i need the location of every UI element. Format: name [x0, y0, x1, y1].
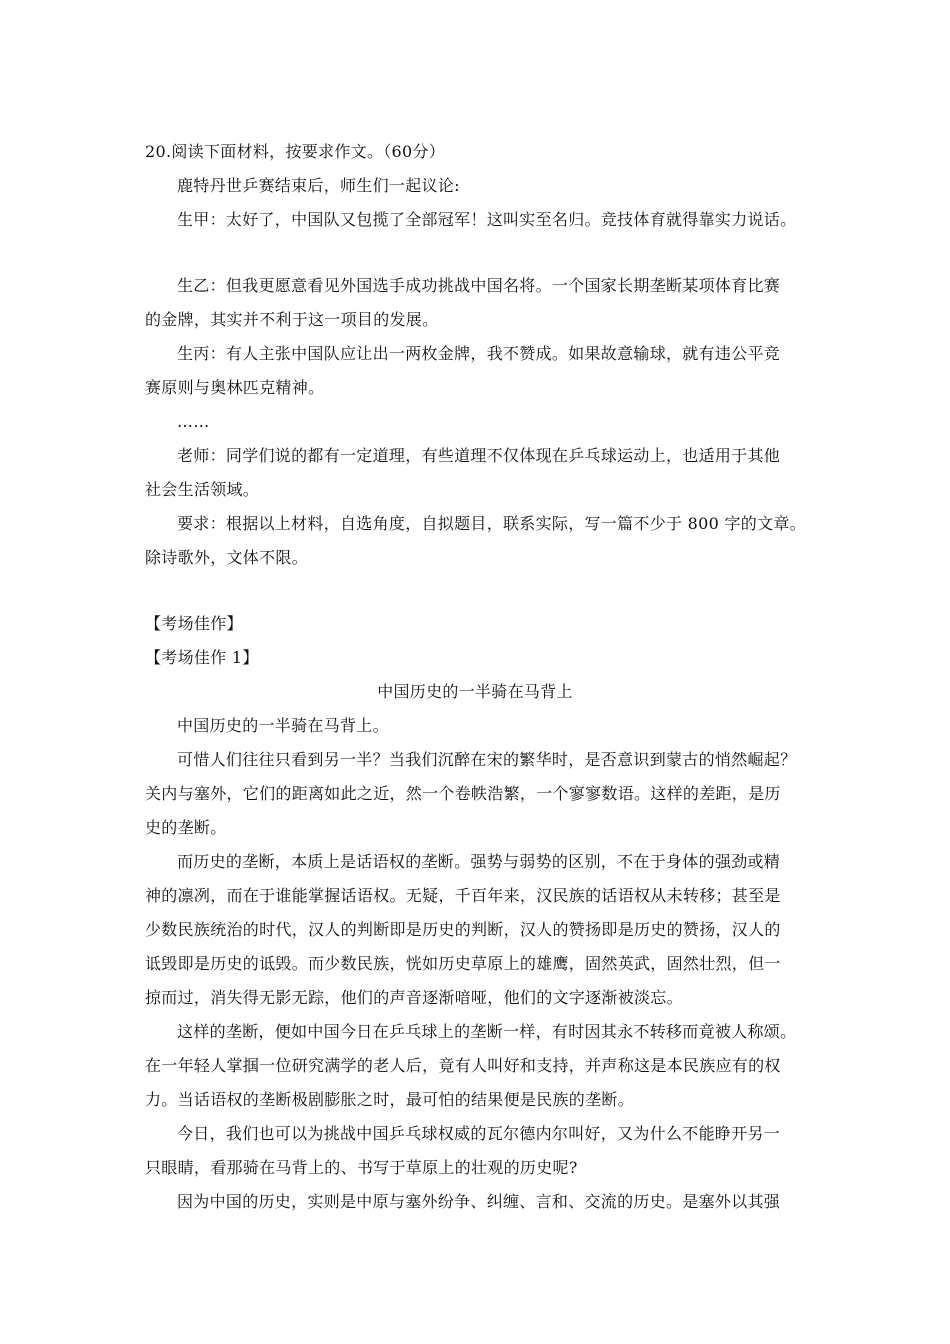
- essay-paragraph-line: 中国历史的一半骑在马背上。: [177, 716, 389, 735]
- essay-paragraph-line: 史的垄断。: [145, 818, 227, 837]
- essay-paragraph-line: 少数民族统治的时代，汉人的判断即是历史的判断，汉人的赞扬即是历史的赞扬，汉人的: [145, 920, 781, 939]
- essay-paragraph-line: 掠而过，消失得无影无踪，他们的声音逐渐喑哑，他们的文字逐渐被淡忘。: [145, 988, 683, 1007]
- student-b-comment-line-1: 生乙：但我更愿意看见外国选手成功挑战中国名将。一个国家长期垄断某项体育比赛: [177, 276, 781, 295]
- section-subtitle: 【考场佳作 1】: [145, 648, 259, 667]
- essay-paragraph-line: 而历史的垄断，本质上是话语权的垄断。强势与弱势的区别，不在于身体的强劲或精: [177, 852, 781, 871]
- essay-paragraph-line: 神的凛冽，而在于谁能掌握话语权。无疑，千百年来，汉民族的话语权从未转移；甚至是: [145, 886, 781, 905]
- student-a-comment: 生甲：太好了，中国队又包揽了全部冠军！这叫实至名归。竞技体育就得靠实力说话。: [177, 210, 797, 229]
- essay-paragraph-line: 这样的垄断，便如中国今日在乒乓球上的垄断一样，有时因其永不转移而竟被人称颂。: [177, 1022, 797, 1041]
- essay-title: 中国历史的一半骑在马背上: [377, 682, 573, 701]
- student-c-comment-line-1: 生丙：有人主张中国队应让出一两枚金牌，我不赞成。如果故意输球，就有违公平竞: [177, 344, 781, 363]
- essay-paragraph-line: 今日，我们也可以为挑战中国乒乓球权威的瓦尔德内尔叫好，又为什么不能睁开另一: [177, 1124, 781, 1143]
- essay-paragraph-line: 可惜人们往往只看到另一半？当我们沉醉在宋的繁华时，是否意识到蒙古的悄然崛起？: [177, 750, 797, 769]
- ellipsis: ……: [177, 412, 210, 431]
- requirement-line-2: 除诗歌外，文体不限。: [145, 548, 309, 567]
- section-title: 【考场佳作】: [145, 614, 243, 633]
- essay-paragraph-line: 力。当话语权的垄断极剧膨胀之时，最可怕的结果便是民族的垄断。: [145, 1090, 635, 1109]
- essay-paragraph-line: 诋毁即是历史的诋毁。而少数民族，恍如历史草原上的雄鹰，固然英武，固然壮烈，但一: [145, 954, 781, 973]
- teacher-comment-line-2: 社会生活领域。: [145, 480, 260, 499]
- question-heading: 20.阅读下面材料，按要求作文。（60分）: [145, 142, 446, 161]
- student-b-comment-line-2: 的金牌，其实并不利于这一项目的发展。: [145, 310, 439, 329]
- essay-paragraph-line: 因为中国的历史，实则是中原与塞外纷争、纠缠、言和、交流的历史。是塞外以其强: [177, 1192, 781, 1211]
- essay-paragraph-line: 关内与塞外，它们的距离如此之近，然一个卷帙浩繁，一个寥寥数语。这样的差距，是历: [145, 784, 781, 803]
- question-intro: 鹿特丹世乒赛结束后，师生们一起议论:: [177, 176, 460, 195]
- essay-paragraph-line: 在一年轻人掌掴一位研究满学的老人后，竟有人叫好和支持，并声称这是本民族应有的权: [145, 1056, 781, 1075]
- student-c-comment-line-2: 赛原则与奥林匹克精神。: [145, 378, 325, 397]
- requirement-line-1: 要求：根据以上材料，自选角度，自拟题目，联系实际，写一篇不少于 800 字的文章。: [177, 514, 807, 533]
- essay-paragraph-line: 只眼睛，看那骑在马背上的、书写于草原上的壮观的历史呢?: [145, 1158, 578, 1177]
- teacher-comment-line-1: 老师：同学们说的都有一定道理，有些道理不仅体现在乒乓球运动上，也适用于其他: [177, 446, 781, 465]
